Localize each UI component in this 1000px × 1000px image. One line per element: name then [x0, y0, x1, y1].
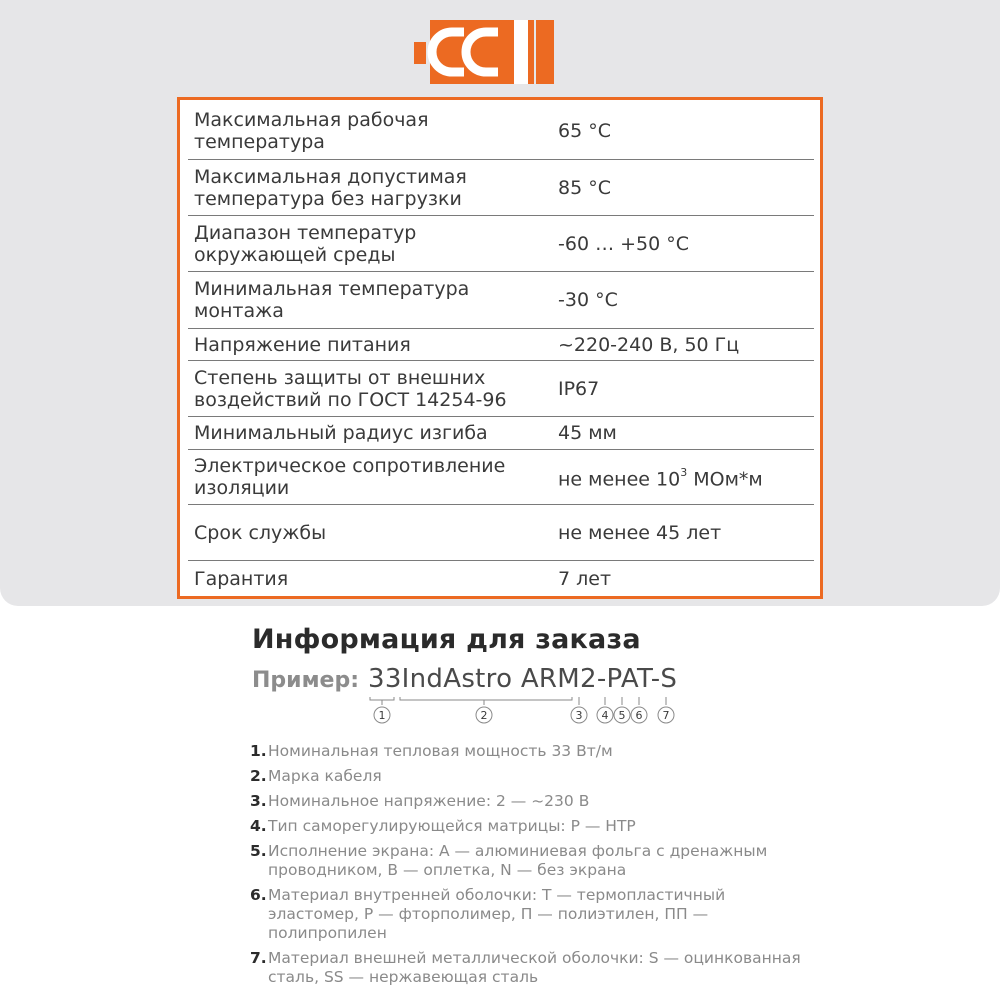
spec-value-exponent: 3	[680, 465, 688, 479]
legend-number: 2.	[250, 767, 267, 785]
legend-number: 4.	[250, 817, 267, 835]
spec-row	[188, 417, 814, 450]
legend-number: 5.	[250, 842, 267, 860]
cci-logo-icon	[414, 16, 554, 88]
marker-3: 3	[575, 709, 583, 722]
legend-text: Материал внутренней оболочки: T — термопластичный эластомер, P — фторполимер, П — полиэтилен, ПП — полипропилен	[268, 886, 726, 942]
legend-number: 1.	[250, 742, 267, 760]
spec-value: -60 … +50 °C	[558, 232, 690, 255]
spec-value: ~220-240 В, 50 Гц	[558, 333, 740, 356]
legend-text: Материал внешней металлической оболочки: S — оцинкованная сталь, SS — нержавеющая сталь	[268, 949, 801, 986]
legend-number: 7.	[250, 949, 267, 967]
spec-value: IP67	[558, 377, 600, 400]
spec-label: Напряжение питания	[194, 333, 411, 356]
list-item	[250, 949, 810, 987]
spec-value: не менее 45 лет	[558, 521, 722, 544]
list-item	[250, 842, 810, 880]
spec-value: 65 °C	[558, 120, 611, 142]
spec-row	[188, 160, 814, 216]
spec-value: 45 мм	[558, 422, 617, 444]
list-item	[250, 792, 810, 811]
marker-1: 1	[378, 709, 386, 722]
legend-text: Исполнение экрана: A — алюминиевая фольга с дренажным проводником, B — оплетка, N — без экрана	[268, 842, 768, 879]
marker-4: 4	[601, 709, 609, 722]
list-item	[250, 767, 810, 786]
marker-7: 7	[662, 709, 670, 722]
spec-row	[188, 561, 814, 597]
example-code: 33IndAstro ARM2-PAT-S	[368, 664, 678, 694]
spec-label: Минимальная температура монтажа	[194, 278, 470, 322]
spec-label: Максимальная допустимая температура без нагрузки	[194, 165, 467, 210]
spec-label: Минимальный радиус изгиба	[194, 422, 488, 444]
example-label: Пример:	[252, 668, 360, 693]
spec-label: Степень защиты от внешних воздействий по ГОСТ 14254-96	[194, 366, 507, 411]
marker-5: 5	[618, 709, 626, 722]
legend-text: Марка кабеля	[268, 767, 382, 785]
list-item	[250, 886, 810, 943]
spec-label: Максимальная рабочая температура	[194, 109, 429, 153]
code-breakdown-markers	[360, 695, 690, 727]
spec-row	[188, 272, 814, 329]
marker-2: 2	[480, 709, 488, 722]
spec-value-prefix: не менее 10	[558, 468, 681, 491]
order-legend	[250, 742, 810, 993]
legend-text: Тип саморегулирующейся матрицы: P — HTP	[268, 817, 636, 835]
list-item	[250, 817, 810, 836]
legend-number: 6.	[250, 886, 267, 904]
spec-row	[188, 216, 814, 272]
legend-text: Номинальное напряжение: 2 — ~230 В	[268, 792, 590, 810]
legend-number: 3.	[250, 792, 267, 810]
spec-row	[188, 450, 814, 505]
spec-label: Электрическое сопротивление изоляции	[194, 455, 506, 499]
spec-row	[188, 329, 814, 361]
legend-text: Номинальная тепловая мощность 33 Вт/м	[268, 742, 613, 760]
spec-value: -30 °C	[558, 289, 618, 311]
list-item	[250, 742, 810, 761]
spec-row	[188, 361, 814, 417]
order-title: Информация для заказа	[252, 624, 641, 655]
spec-value-suffix: МОм*м	[687, 468, 763, 491]
spec-value: 7 лет	[558, 568, 612, 590]
marker-6: 6	[635, 709, 643, 722]
spec-label: Диапазон температур окружающей среды	[194, 221, 417, 266]
spec-row	[188, 103, 814, 160]
spec-label: Срок службы	[194, 521, 327, 544]
spec-value: 85 °C	[558, 176, 611, 199]
spec-label: Гарантия	[194, 568, 289, 590]
spec-row	[188, 505, 814, 561]
spec-value	[552, 464, 814, 490]
spec-table	[177, 97, 823, 599]
